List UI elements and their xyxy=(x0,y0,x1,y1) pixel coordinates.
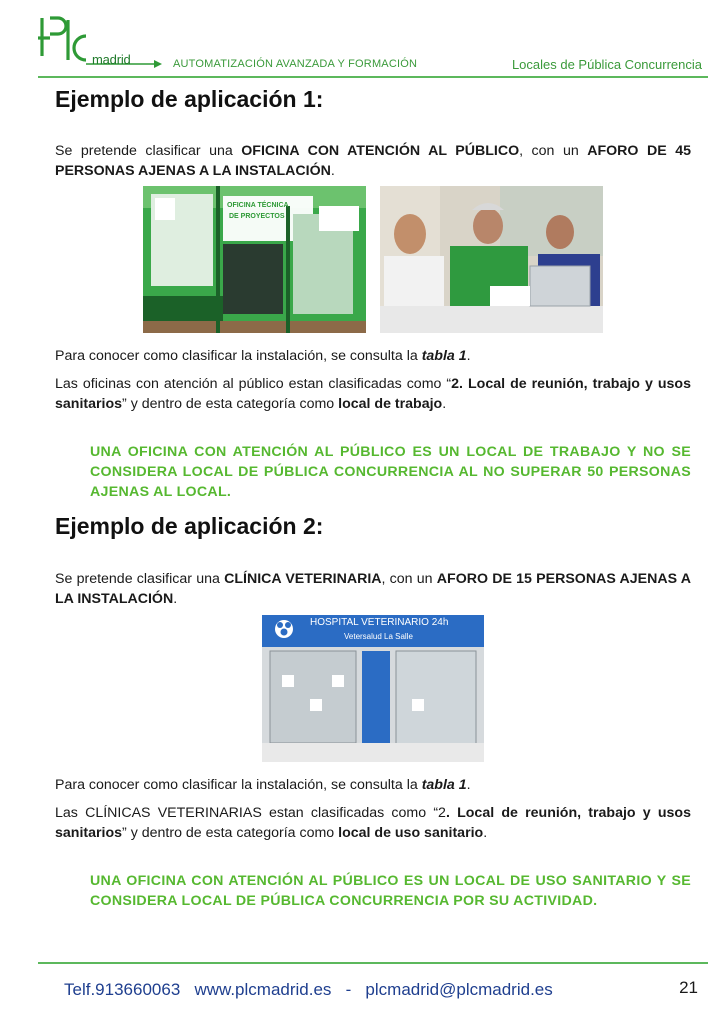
footer-divider xyxy=(38,962,708,964)
example1-intro: Se pretende clasificar una OFICINA CON ATENCIÓN AL PÚBLICO, con un AFORO DE 45 PERSONAS AJENAS A LA INSTALACIÓN. xyxy=(55,143,691,179)
office-storefront-photo xyxy=(143,186,366,333)
clinic-sign-sub: Vetersalud La Salle xyxy=(344,632,413,641)
footer-contact: Telf.913660063 www.plcmadrid.es - plcmadrid@plcmadrid.es xyxy=(64,980,553,999)
header-tagline: AUTOMATIZACIÓN AVANZADA Y FORMACIÓN xyxy=(173,58,418,70)
storefront-sign-line2: DE PROYECTOS xyxy=(229,213,285,220)
storefront-sign-line1: OFICINA TÉCNICA xyxy=(227,202,289,209)
veterinary-clinic-photo xyxy=(262,615,484,762)
example2-consult: Para conocer como clasificar la instalación, se consulta la tabla 1. xyxy=(55,777,471,793)
page-number: 21 xyxy=(679,978,698,997)
page-header xyxy=(0,0,726,80)
team-working-photo xyxy=(380,186,603,333)
clinic-sign-main: HOSPITAL VETERINARIO 24h xyxy=(310,617,449,628)
example2-classification: Las CLÍNICAS VETERINARIAS estan clasificadas como “2. Local de reunión, trabajo y usos sanitarios” y dentro de esta categoría como local de uso sanitario. xyxy=(55,805,691,841)
example1-heading: Ejemplo de aplicación 1: xyxy=(55,86,324,112)
example2-heading: Ejemplo de aplicación 2: xyxy=(55,513,324,539)
example1-conclusion: UNA OFICINA CON ATENCIÓN AL PÚBLICO ES UN LOCAL DE TRABAJO Y NO SE CONSIDERA LOCAL DE PÚBLICA CONCURRENCIA AL NO SUPERAR 50 PERSONAS AJENAS AL LOCAL. xyxy=(90,444,691,500)
team-working-illustration xyxy=(380,186,603,333)
header-divider xyxy=(38,76,708,78)
example2-conclusion: UNA OFICINA CON ATENCIÓN AL PÚBLICO ES UN LOCAL DE USO SANITARIO Y SE CONSIDERA LOCAL DE PÚBLICA CONCURRENCIA POR SU ACTIVIDAD. xyxy=(90,873,691,909)
document-title: Locales de Pública Concurrencia xyxy=(511,57,702,72)
example2-intro: Se pretende clasificar una CLÍNICA VETERINARIA, con un AFORO DE 15 PERSONAS AJENAS A LA INSTALACIÓN. xyxy=(55,571,691,607)
example1-classification: Las oficinas con atención al público estan clasificadas como “2. Local de reunión, trabajo y usos sanitarios” y dentro de esta categoría como local de trabajo. xyxy=(55,376,691,412)
example1-consult: Para conocer como clasificar la instalación, se consulta la tabla 1. xyxy=(55,348,471,364)
logo-wordmark: madrid xyxy=(92,52,131,67)
